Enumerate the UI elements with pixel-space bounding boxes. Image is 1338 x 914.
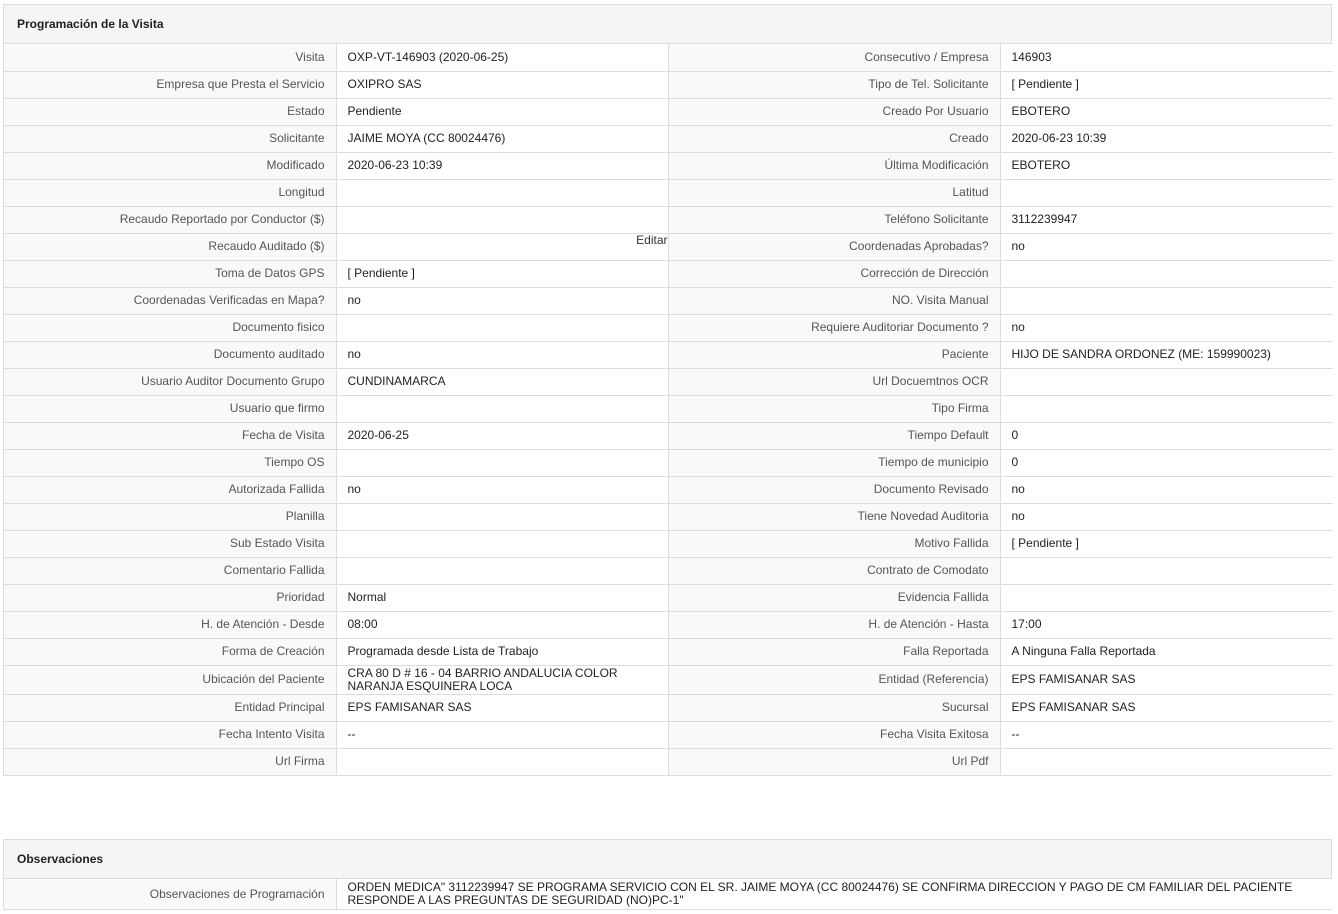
field-value: [ Pendiente ] xyxy=(1000,530,1333,557)
field-value: CUNDINAMARCA xyxy=(336,368,668,395)
field-value: EPS FAMISANAR SAS xyxy=(336,694,668,721)
field-value xyxy=(336,557,668,584)
field-value: 146903 xyxy=(1000,44,1333,71)
table-row xyxy=(4,611,1333,638)
observations-label: Observaciones de Programación xyxy=(4,879,336,909)
field-label: Tipo de Tel. Solicitante xyxy=(668,71,1000,98)
field-value xyxy=(1000,557,1333,584)
field-label: Prioridad xyxy=(4,584,336,611)
field-value: 2020-06-23 10:39 xyxy=(1000,125,1333,152)
table-row xyxy=(4,260,1333,287)
table-row xyxy=(4,422,1333,449)
field-label: H. de Atención - Desde xyxy=(4,611,336,638)
field-label: Coordenadas Verificadas en Mapa? xyxy=(4,287,336,314)
field-value: 0 xyxy=(1000,422,1333,449)
recaudo-auditado-cell xyxy=(336,233,668,260)
field-label: Solicitante xyxy=(4,125,336,152)
table-row xyxy=(4,530,1333,557)
field-value xyxy=(336,314,668,341)
field-value xyxy=(336,748,668,775)
table-row xyxy=(4,125,1333,152)
table-row xyxy=(4,206,1333,233)
field-value: EPS FAMISANAR SAS xyxy=(1000,694,1333,721)
field-value: no xyxy=(336,341,668,368)
field-label: Usuario Auditor Documento Grupo xyxy=(4,368,336,395)
field-value xyxy=(336,503,668,530)
field-value xyxy=(1000,260,1333,287)
table-row xyxy=(4,879,1333,909)
field-value: no xyxy=(1000,314,1333,341)
field-label: Visita xyxy=(4,44,336,71)
field-label: Paciente xyxy=(668,341,1000,368)
table-row xyxy=(4,44,1333,71)
field-label: Creado xyxy=(668,125,1000,152)
field-label: Requiere Auditoriar Documento ? xyxy=(668,314,1000,341)
table-row xyxy=(4,98,1333,125)
field-label: Forma de Creación xyxy=(4,638,336,665)
field-value: -- xyxy=(1000,721,1333,748)
table-row xyxy=(4,368,1333,395)
field-value: Programada desde Lista de Trabajo xyxy=(336,638,668,665)
field-label: Documento fisico xyxy=(4,314,336,341)
table-row xyxy=(4,638,1333,665)
table-row xyxy=(4,503,1333,530)
table-row xyxy=(4,395,1333,422)
field-value: OXP-VT-146903 (2020-06-25) xyxy=(336,44,668,71)
table-row xyxy=(4,721,1333,748)
field-label: Estado xyxy=(4,98,336,125)
table-row xyxy=(4,152,1333,179)
observations-panel-title: Observaciones xyxy=(4,840,1331,879)
edit-link[interactable]: Editar xyxy=(636,232,668,247)
field-value: -- xyxy=(336,721,668,748)
table-row xyxy=(4,557,1333,584)
observations-value: ORDEN MEDICA" 3112239947 SE PROGRAMA SERVICIO CON EL SR. JAIME MOYA (CC 80024476) SE CONFIRMA DIRECCION Y PAGO DE CM FAMILIAR DEL PACIENTE RESPONDE A LAS PREGUNTAS DE SEGURIDAD (NO)PC-1" xyxy=(336,879,1333,909)
visit-details-table xyxy=(4,44,1333,775)
field-label: Corrección de Dirección xyxy=(668,260,1000,287)
field-value: A Ninguna Falla Reportada xyxy=(1000,638,1333,665)
table-row xyxy=(4,233,1333,260)
field-value xyxy=(1000,368,1333,395)
field-label: Url Docuemtnos OCR xyxy=(668,368,1000,395)
field-value xyxy=(336,179,668,206)
table-row xyxy=(4,287,1333,314)
field-label: Tiempo de municipio xyxy=(668,449,1000,476)
field-label: Autorizada Fallida xyxy=(4,476,336,503)
observations-panel xyxy=(3,839,1332,910)
field-label: NO. Visita Manual xyxy=(668,287,1000,314)
field-label: Contrato de Comodato xyxy=(668,557,1000,584)
field-label: Entidad Principal xyxy=(4,694,336,721)
field-label: Falla Reportada xyxy=(668,638,1000,665)
field-value xyxy=(1000,395,1333,422)
field-label: Tipo Firma xyxy=(668,395,1000,422)
field-value: 17:00 xyxy=(1000,611,1333,638)
table-row xyxy=(4,694,1333,721)
field-value xyxy=(1000,584,1333,611)
field-label: Ubicación del Paciente xyxy=(4,665,336,694)
table-row xyxy=(4,476,1333,503)
field-label: Empresa que Presta el Servicio xyxy=(4,71,336,98)
field-value: 3112239947 xyxy=(1000,206,1333,233)
field-value: [ Pendiente ] xyxy=(1000,71,1333,98)
field-label: Evidencia Fallida xyxy=(668,584,1000,611)
field-label: Toma de Datos GPS xyxy=(4,260,336,287)
field-value: no xyxy=(336,476,668,503)
field-label: Tiempo Default xyxy=(668,422,1000,449)
field-value: 2020-06-23 10:39 xyxy=(336,152,668,179)
field-value xyxy=(336,530,668,557)
field-label: Creado Por Usuario xyxy=(668,98,1000,125)
field-label: Comentario Fallida xyxy=(4,557,336,584)
field-label: Url Firma xyxy=(4,748,336,775)
field-value: EBOTERO xyxy=(1000,98,1333,125)
field-value: JAIME MOYA (CC 80024476) xyxy=(336,125,668,152)
field-label: Teléfono Solicitante xyxy=(668,206,1000,233)
field-label: Motivo Fallida xyxy=(668,530,1000,557)
field-value: 2020-06-25 xyxy=(336,422,668,449)
field-label: Fecha de Visita xyxy=(4,422,336,449)
field-label: Documento auditado xyxy=(4,341,336,368)
field-value xyxy=(336,395,668,422)
field-label: Modificado xyxy=(4,152,336,179)
field-value: [ Pendiente ] xyxy=(336,260,668,287)
field-value: 0 xyxy=(1000,449,1333,476)
field-label: Recaudo Reportado por Conductor ($) xyxy=(4,206,336,233)
field-label: Documento Revisado xyxy=(668,476,1000,503)
field-value: Pendiente xyxy=(336,98,668,125)
table-row xyxy=(4,665,1333,694)
table-row xyxy=(4,314,1333,341)
observations-table xyxy=(4,879,1333,909)
field-value: 08:00 xyxy=(336,611,668,638)
field-value: OXIPRO SAS xyxy=(336,71,668,98)
field-value: no xyxy=(1000,476,1333,503)
field-label: Consecutivo / Empresa xyxy=(668,44,1000,71)
field-label: Url Pdf xyxy=(668,748,1000,775)
field-value: Normal xyxy=(336,584,668,611)
field-label: Planilla xyxy=(4,503,336,530)
field-value: no xyxy=(1000,233,1333,260)
field-label: Entidad (Referencia) xyxy=(668,665,1000,694)
field-label: Sub Estado Visita xyxy=(4,530,336,557)
visit-panel xyxy=(3,4,1332,776)
field-value: CRA 80 D # 16 - 04 BARRIO ANDALUCIA COLOR NARANJA ESQUINERA LOCA xyxy=(336,665,668,694)
field-label: Latitud xyxy=(668,179,1000,206)
field-label: H. de Atención - Hasta xyxy=(668,611,1000,638)
field-value xyxy=(1000,287,1333,314)
field-label: Tiene Novedad Auditoria xyxy=(668,503,1000,530)
field-label: Última Modificación xyxy=(668,152,1000,179)
table-row xyxy=(4,584,1333,611)
field-label: Coordenadas Aprobadas? xyxy=(668,233,1000,260)
field-value: no xyxy=(1000,503,1333,530)
field-label: Fecha Intento Visita xyxy=(4,721,336,748)
field-value: EPS FAMISANAR SAS xyxy=(1000,665,1333,694)
table-row xyxy=(4,71,1333,98)
field-value xyxy=(336,449,668,476)
field-label: Sucursal xyxy=(668,694,1000,721)
field-label: Longitud xyxy=(4,179,336,206)
field-label: Fecha Visita Exitosa xyxy=(668,721,1000,748)
field-value: HIJO DE SANDRA ORDONEZ (ME: 159990023) xyxy=(1000,341,1333,368)
visit-panel-title: Programación de la Visita xyxy=(4,5,1331,44)
field-value xyxy=(336,206,668,233)
field-value xyxy=(1000,748,1333,775)
field-label: Recaudo Auditado ($) xyxy=(4,233,336,260)
field-label: Usuario que firmo xyxy=(4,395,336,422)
table-row xyxy=(4,748,1333,775)
field-value: no xyxy=(336,287,668,314)
field-value: EBOTERO xyxy=(1000,152,1333,179)
field-value xyxy=(1000,179,1333,206)
field-label: Tiempo OS xyxy=(4,449,336,476)
table-row xyxy=(4,449,1333,476)
table-row xyxy=(4,179,1333,206)
table-row xyxy=(4,341,1333,368)
